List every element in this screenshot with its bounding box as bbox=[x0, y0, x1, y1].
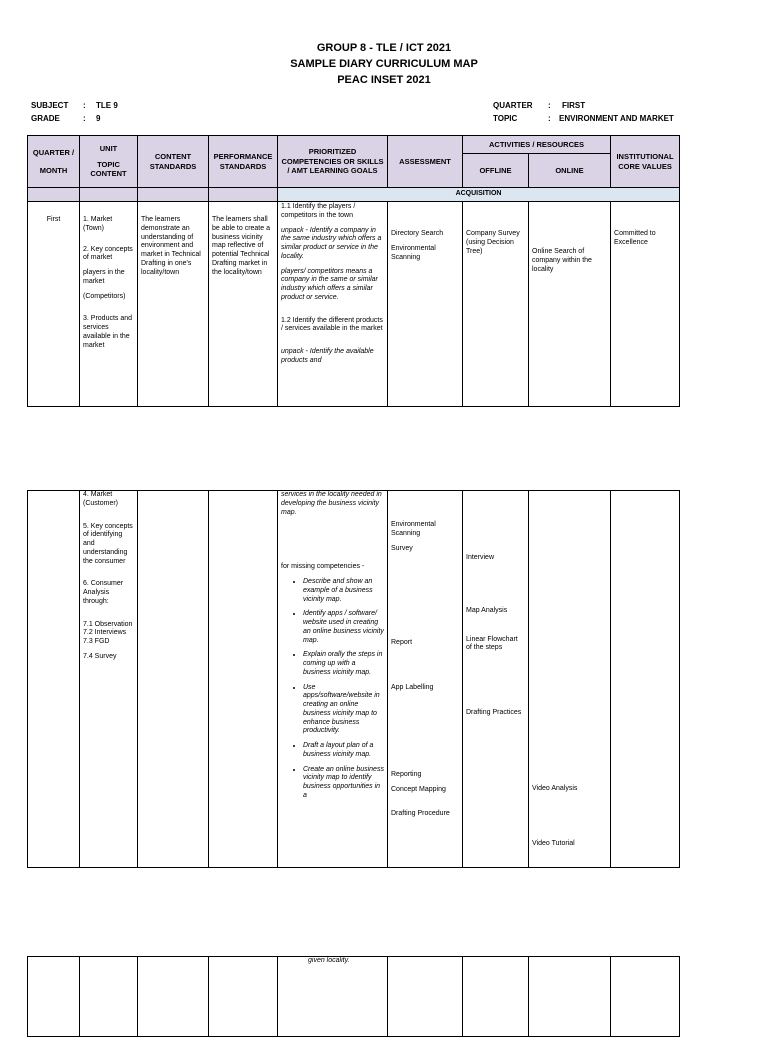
online-cell bbox=[529, 491, 611, 868]
subject-value: TLE 9 bbox=[96, 101, 118, 110]
quarter-cell: First bbox=[28, 202, 80, 407]
header-prioritized-competencies: PRIORITIZED COMPETENCIES OR SKILLS / AMT LEARNING GOALS bbox=[278, 136, 388, 188]
assessment-item: Environmental Scanning bbox=[391, 244, 436, 261]
unit-item: 1. Market (Town) bbox=[83, 216, 113, 232]
unit-cell bbox=[80, 202, 138, 407]
header-activities-resources: ACTIVITIES / RESOURCES bbox=[463, 136, 611, 154]
unit-item: 7.2 Interviews bbox=[83, 629, 127, 637]
competency-bullet: • Create an online business vicinity map to identify business opportunities in a bbox=[303, 766, 384, 801]
header-performance-standards: PERFORMANCE STANDARDS bbox=[209, 136, 278, 188]
competency-item: players/ competitors means a company in the same or similar industry which offers a similar product or service. bbox=[281, 267, 378, 301]
unit-item: 3. Products and services available in the market bbox=[83, 315, 133, 349]
content-standards-cell bbox=[138, 957, 209, 1037]
acq-spacer bbox=[138, 188, 209, 202]
offline-item: Map Analysis bbox=[466, 606, 508, 614]
offline-cell: Company Survey (using Decision Tree) bbox=[463, 202, 529, 407]
colon: : bbox=[548, 101, 551, 110]
quarter-value: FIRST bbox=[562, 101, 586, 110]
competency-bullet: • Identify apps / software/ website used in creating an online business vicinity map. bbox=[303, 610, 384, 645]
offline-item: Linear Flowchart of the steps bbox=[466, 635, 518, 652]
acq-spacer bbox=[80, 188, 138, 202]
header-topic-content: TOPIC CONTENT bbox=[90, 159, 127, 179]
core-values-cell bbox=[611, 491, 680, 868]
doc-title-line3: PEAC INSET 2021 bbox=[337, 74, 431, 86]
assessment-item: Survey bbox=[391, 544, 413, 552]
curriculum-table-part1 bbox=[27, 135, 680, 407]
competency-bullet: • Draft a layout plan of a business vicinity map. bbox=[303, 742, 384, 760]
curriculum-table-part2 bbox=[27, 490, 680, 868]
topic-label: TOPIC bbox=[493, 114, 518, 123]
doc-title-line2: SAMPLE DIARY CURRICULUM MAP bbox=[290, 58, 478, 70]
unit-item: 7.3 FGD bbox=[83, 638, 110, 645]
header-online: ONLINE bbox=[529, 154, 611, 188]
competency-item: given locality. bbox=[308, 957, 350, 964]
quarter-label: QUARTER bbox=[493, 101, 533, 110]
header-content-standards: CONTENT STANDARDS bbox=[138, 136, 209, 188]
grade-value: 9 bbox=[96, 114, 101, 123]
online-item: Video Analysis bbox=[532, 785, 578, 792]
header-offline: OFFLINE bbox=[463, 154, 529, 188]
core-values-cell: Committed to Excellence bbox=[611, 202, 680, 407]
assessment-cell bbox=[388, 202, 463, 407]
assessment-cell bbox=[388, 491, 463, 868]
assessment-item: Drafting Procedure bbox=[391, 810, 450, 818]
competencies-cell bbox=[278, 202, 388, 407]
content-standards-cell: The learners demonstrate an understanding of environment and market in Technical Drafting in one's locality/town bbox=[138, 202, 209, 407]
unit-item: players in the market bbox=[83, 269, 125, 285]
unit-item: 7.4 Survey bbox=[83, 652, 117, 660]
assessment-item: Directory Search bbox=[391, 230, 444, 237]
performance-standards-cell bbox=[209, 491, 278, 868]
unit-item: (Competitors) bbox=[83, 292, 126, 300]
missing-competencies-label: for missing competencies - bbox=[281, 563, 365, 571]
online-cell: Online Search of company within the locality bbox=[529, 202, 611, 407]
competency-bullet: • Use apps/software/website in creating an online business vicinity map to enhance business productivity. bbox=[303, 684, 384, 737]
header-quarter-month bbox=[28, 136, 80, 188]
missing-competencies-list bbox=[281, 578, 384, 801]
colon: : bbox=[548, 114, 551, 123]
header-month: MONTH bbox=[39, 165, 68, 175]
header-quarter: QUARTER / bbox=[32, 148, 75, 158]
header-assessment: ASSESSMENT bbox=[388, 136, 463, 188]
core-values-cell bbox=[611, 957, 680, 1037]
info-left bbox=[31, 101, 231, 131]
assessment-item: Report bbox=[391, 639, 413, 647]
offline-cell bbox=[463, 491, 529, 868]
unit-item: 5. Key concepts of identifying and understanding the consumer bbox=[83, 522, 133, 565]
header-core-values: INSTITUTIONAL CORE VALUES bbox=[611, 136, 680, 188]
unit-item: 4. Market (Customer) bbox=[83, 491, 119, 507]
info-right bbox=[493, 101, 743, 131]
unit-item: 7.1 Observation bbox=[83, 620, 133, 628]
offline-cell bbox=[463, 957, 529, 1037]
assessment-cell bbox=[388, 957, 463, 1037]
performance-standards-cell bbox=[209, 957, 278, 1037]
quarter-cell bbox=[28, 491, 80, 868]
unit-cell bbox=[80, 957, 138, 1037]
content-standards-cell bbox=[138, 491, 209, 868]
performance-standards-cell: The learners shall be able to create a business vicinity map reflective of potential Technical Drafting market in the locality/town bbox=[209, 202, 278, 407]
competency-bullet: • Explain orally the steps in coming up with a business vicinity map. bbox=[303, 651, 384, 677]
unit-cell bbox=[80, 491, 138, 868]
curriculum-table-part3 bbox=[27, 956, 680, 1037]
topic-value: ENVIRONMENT AND MARKET bbox=[559, 114, 674, 123]
competency-item: unpack - Identify the available products and bbox=[281, 348, 374, 364]
subject-label: SUBJECT bbox=[31, 101, 69, 110]
assessment-item: Concept Mapping bbox=[391, 785, 446, 793]
acq-spacer bbox=[28, 188, 80, 202]
acquisition-label: ACQUISITION bbox=[278, 188, 680, 202]
quarter-cell bbox=[28, 957, 80, 1037]
assessment-item: App Labelling bbox=[391, 684, 434, 691]
grade-label: GRADE bbox=[31, 114, 60, 123]
unit-item: 2. Key concepts of market bbox=[83, 245, 133, 262]
offline-item: Drafting Practices bbox=[466, 709, 522, 716]
competency-item: 1.2 Identify the different products / services available in the market bbox=[281, 316, 383, 333]
competency-bullet: • Describe and show an example of a business vicinity map. bbox=[303, 578, 384, 604]
online-cell bbox=[529, 957, 611, 1037]
header-unit: UNIT bbox=[99, 144, 118, 154]
competency-item: services in the locality needed in developing the business vicinity map. bbox=[281, 491, 382, 516]
unit-item: 6. Consumer Analysis through: bbox=[83, 580, 124, 605]
header-unit-topic bbox=[80, 136, 138, 188]
acq-spacer bbox=[209, 188, 278, 202]
assessment-item: Environmental Scanning bbox=[391, 521, 436, 537]
colon: : bbox=[83, 101, 86, 110]
competency-item: unpack - Identify a company in the same industry which offers a similar product or service in the locality. bbox=[281, 226, 382, 260]
online-item: Video Tutorial bbox=[532, 839, 575, 847]
assessment-item: Reporting bbox=[391, 770, 422, 778]
offline-item: Interview bbox=[466, 554, 495, 561]
competencies-cell bbox=[278, 491, 388, 868]
colon: : bbox=[83, 114, 86, 123]
competencies-cell bbox=[278, 957, 388, 1037]
competency-item: 1.1 Identify the players / competitors in the town bbox=[281, 203, 356, 219]
doc-title-line1: GROUP 8 - TLE / ICT 2021 bbox=[316, 42, 452, 54]
